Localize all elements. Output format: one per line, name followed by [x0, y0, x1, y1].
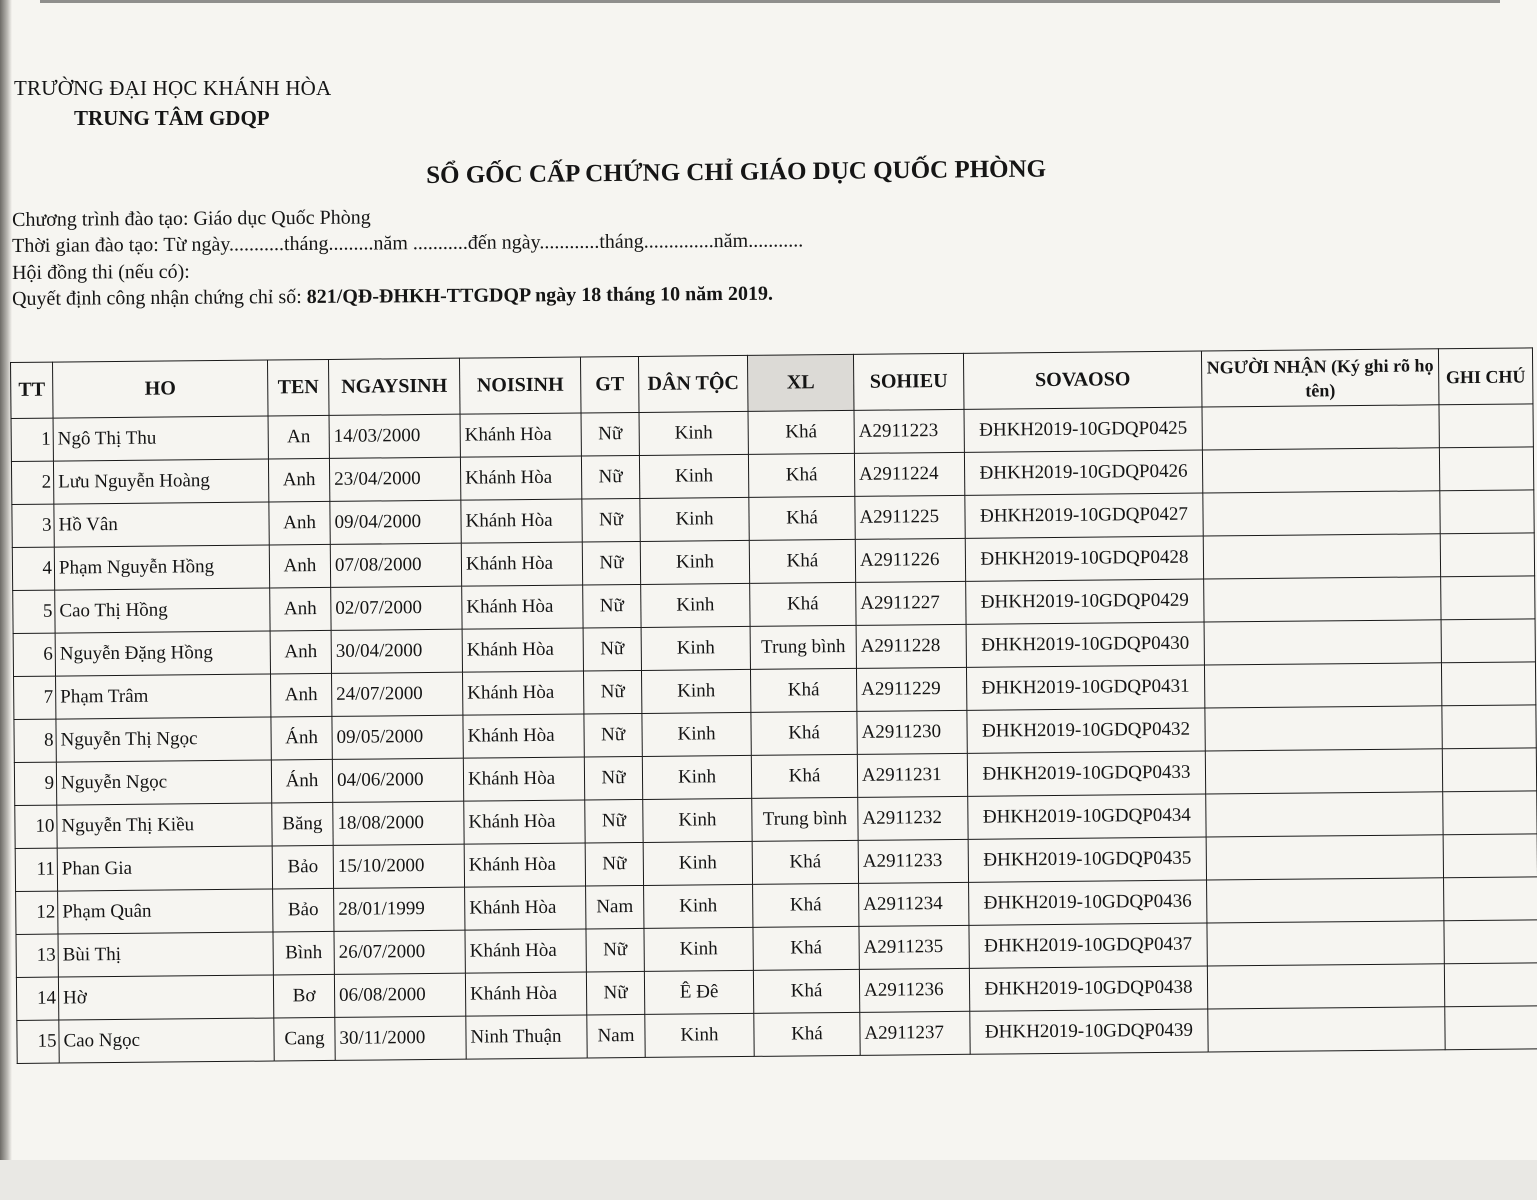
cell-tt: 11	[15, 848, 57, 891]
cell-ngaysinh: 30/04/2000	[331, 629, 462, 673]
cell-noisinh: Khánh Hòa	[462, 585, 583, 629]
training-time-line: Thời gian đào tạo: Từ ngày...........tháng.........năm ...........đến ngày............tháng..............năm...........	[12, 229, 804, 257]
header-sohieu: SOHIEU	[853, 353, 964, 410]
cell-ho: Nguyễn Ngọc	[56, 760, 271, 805]
cell-tt: 7	[14, 676, 56, 719]
cell-xl: Trung bình	[750, 625, 856, 669]
cell-dantoc: Kinh	[644, 884, 753, 928]
cell-tt: 9	[14, 762, 56, 805]
cell-xl: Khá	[752, 840, 858, 884]
cell-tt: 8	[14, 719, 56, 762]
header-ho: HO	[53, 360, 269, 418]
table-body	[11, 404, 1537, 1064]
cell-nguoinhan	[1205, 749, 1442, 794]
cell-sohieu: A2911233	[858, 839, 968, 883]
cell-nguoinhan	[1202, 405, 1439, 450]
cell-nguoinhan	[1207, 964, 1444, 1009]
document-title: SỔ GỐC CẤP CHỨNG CHỈ GIÁO DỤC QUỐC PHÒNG	[426, 155, 1047, 189]
cell-xl: Khá	[751, 711, 857, 755]
cell-noisinh: Khánh Hòa	[465, 886, 586, 930]
cell-xl: Trung bình	[752, 797, 858, 841]
cell-dantoc: Kinh	[642, 712, 751, 756]
cell-ten: Bảo	[273, 888, 334, 932]
cell-xl: Khá	[750, 668, 856, 712]
cell-nguoinhan	[1206, 835, 1443, 880]
certificate-table-wrapper	[10, 347, 1537, 1064]
decision-line	[12, 283, 773, 311]
cell-tt: 10	[15, 805, 57, 848]
cell-ghichu	[1442, 705, 1536, 749]
exam-council-line: Hội đồng thi (nếu có):	[12, 260, 190, 284]
header-xl: XL	[747, 354, 854, 411]
cell-ten: Bơ	[273, 974, 334, 1018]
institution-name: TRƯỜNG ĐẠI HỌC KHÁNH HÒA	[14, 76, 332, 100]
cell-ho: Phạm Trâm	[56, 674, 271, 719]
cell-noisinh: Khánh Hòa	[463, 714, 584, 758]
cell-gt: Nữ	[585, 799, 643, 843]
cell-dantoc: Kinh	[644, 927, 753, 971]
cell-ngaysinh: 06/08/2000	[334, 973, 465, 1017]
cell-xl: Khá	[753, 883, 859, 927]
cell-noisinh: Khánh Hòa	[460, 413, 581, 457]
cell-nguoinhan	[1206, 792, 1443, 837]
cell-tt: 4	[12, 547, 54, 590]
cell-sohieu: A2911225	[855, 495, 965, 539]
cell-gt: Nữ	[584, 713, 642, 757]
cell-ghichu	[1439, 447, 1533, 491]
cell-ngaysinh: 15/10/2000	[333, 844, 464, 888]
cell-sohieu: A2911237	[860, 1011, 970, 1055]
cell-dantoc: Kinh	[641, 583, 750, 627]
cell-ten: Anh	[270, 630, 331, 674]
header-sovaoso: SOVAOSO	[963, 351, 1202, 409]
cell-ghichu	[1445, 1006, 1537, 1050]
cell-ghichu	[1442, 748, 1536, 792]
cell-tt: 2	[11, 461, 53, 504]
cell-gt: Nữ	[584, 756, 642, 800]
cell-ghichu	[1441, 662, 1535, 706]
cell-tt: 3	[12, 504, 54, 547]
header-tt: TT	[11, 362, 54, 418]
cell-nguoinhan	[1203, 491, 1440, 536]
cell-gt: Nữ	[585, 842, 643, 886]
cell-sohieu: A2911228	[856, 624, 966, 668]
cell-sovaoso: ĐHKH2019-10GDQP0428	[965, 536, 1203, 581]
cell-nguoinhan	[1202, 448, 1439, 493]
cell-ngaysinh: 09/04/2000	[330, 500, 461, 544]
cell-ngaysinh: 07/08/2000	[330, 543, 461, 587]
cell-ho: Cao Thị Hồng	[55, 588, 270, 633]
cell-ngaysinh: 04/06/2000	[332, 758, 463, 802]
cell-sohieu: A2911235	[859, 925, 969, 969]
cell-ngaysinh: 24/07/2000	[332, 672, 463, 716]
cell-ho: Cao Ngọc	[59, 1018, 274, 1063]
cell-dantoc: Kinh	[641, 669, 750, 713]
program-label: Chương trình đào tạo:	[12, 207, 189, 231]
center-name: TRUNG TÂM GDQP	[74, 106, 270, 130]
cell-sovaoso: ĐHKH2019-10GDQP0433	[967, 751, 1205, 796]
cell-sovaoso: ĐHKH2019-10GDQP0439	[970, 1009, 1208, 1054]
cell-dantoc: Kinh	[639, 454, 748, 498]
header-noisinh: NOISINH	[459, 357, 581, 414]
cell-ho: Ngô Thị Thu	[53, 416, 268, 461]
cell-ghichu	[1443, 791, 1537, 835]
cell-gt: Nữ	[583, 670, 641, 714]
cell-ghichu	[1444, 877, 1537, 921]
cell-ngaysinh: 02/07/2000	[331, 586, 462, 630]
cell-sohieu: A2911224	[854, 452, 964, 496]
cell-gt: Nữ	[582, 541, 640, 585]
cell-ten: Anh	[270, 587, 331, 631]
cell-ngaysinh: 18/08/2000	[333, 801, 464, 845]
cell-xl: Khá	[748, 410, 854, 454]
cell-gt: Nam	[586, 885, 644, 929]
cell-gt: Nữ	[583, 584, 641, 628]
cell-gt: Nữ	[586, 928, 644, 972]
cell-ghichu	[1441, 619, 1535, 663]
cell-dantoc: Kinh	[640, 540, 749, 584]
cell-nguoinhan	[1205, 706, 1442, 751]
cell-ngaysinh: 28/01/1999	[334, 887, 465, 931]
cell-ngaysinh: 09/05/2000	[332, 715, 463, 759]
cell-ho: Phan Gia	[57, 846, 272, 891]
cell-noisinh: Khánh Hòa	[462, 671, 583, 715]
cell-ghichu	[1439, 404, 1533, 448]
cell-ngaysinh: 26/07/2000	[334, 930, 465, 974]
cell-sohieu: A2911230	[857, 710, 967, 754]
cell-tt: 13	[16, 934, 58, 977]
cell-nguoinhan	[1208, 1007, 1445, 1052]
cell-noisinh: Khánh Hòa	[464, 843, 585, 887]
program-value: Giáo dục Quốc Phòng	[193, 206, 371, 230]
cell-xl: Khá	[751, 754, 857, 798]
cell-gt: Nữ	[583, 627, 641, 671]
cell-sovaoso: ĐHKH2019-10GDQP0432	[967, 708, 1205, 753]
cell-sohieu: A2911227	[856, 581, 966, 625]
cell-ten: Bảo	[272, 845, 333, 889]
certificate-register-table	[10, 347, 1537, 1064]
page-bottom-margin	[0, 1160, 1537, 1200]
cell-dantoc: Kinh	[643, 798, 752, 842]
cell-xl: Khá	[750, 582, 856, 626]
cell-sovaoso: ĐHKH2019-10GDQP0435	[968, 837, 1206, 882]
cell-nguoinhan	[1207, 921, 1444, 966]
cell-gt: Nam	[587, 1014, 645, 1058]
cell-tt: 5	[13, 590, 55, 633]
header-gt: GT	[580, 356, 639, 413]
cell-ten: Bình	[273, 931, 334, 975]
cell-ten: An	[268, 415, 329, 459]
cell-tt: 6	[13, 633, 55, 676]
cell-sovaoso: ĐHKH2019-10GDQP0436	[969, 880, 1207, 925]
cell-sohieu: A2911223	[854, 409, 964, 453]
cell-dantoc: Kinh	[639, 411, 748, 455]
cell-ten: Cang	[274, 1017, 335, 1061]
cell-nguoinhan	[1207, 878, 1444, 923]
cell-ho: Bùi Thị	[58, 932, 273, 977]
program-line	[12, 206, 371, 232]
cell-ho: Hồ Vân	[54, 502, 269, 547]
cell-sohieu: A2911229	[856, 667, 966, 711]
cell-xl: Khá	[754, 1012, 860, 1056]
cell-sovaoso: ĐHKH2019-10GDQP0430	[966, 622, 1204, 667]
cell-noisinh: Khánh Hòa	[461, 499, 582, 543]
cell-sovaoso: ĐHKH2019-10GDQP0431	[966, 665, 1204, 710]
cell-ten: Anh	[269, 544, 330, 588]
cell-nguoinhan	[1204, 577, 1441, 622]
cell-sovaoso: ĐHKH2019-10GDQP0427	[965, 493, 1203, 538]
cell-ten: Anh	[268, 458, 329, 502]
cell-ho: Phạm Nguyễn Hồng	[54, 545, 269, 590]
cell-ghichu	[1440, 490, 1534, 534]
cell-sovaoso: ĐHKH2019-10GDQP0437	[969, 923, 1207, 968]
decision-label: Quyết định công nhận chứng chỉ số:	[12, 285, 302, 310]
header-ten: TEN	[267, 359, 329, 416]
cell-ho: Nguyễn Thị Ngọc	[56, 717, 271, 762]
cell-nguoinhan	[1204, 620, 1441, 665]
cell-xl: Khá	[748, 453, 854, 497]
cell-sohieu: A2911234	[859, 882, 969, 926]
cell-ho: Phạm Quân	[58, 889, 273, 934]
cell-noisinh: Khánh Hòa	[465, 929, 586, 973]
cell-noisinh: Khánh Hòa	[465, 972, 586, 1016]
cell-noisinh: Khánh Hòa	[461, 542, 582, 586]
cell-ten: Ánh	[271, 759, 332, 803]
cell-gt: Nữ	[582, 498, 640, 542]
header-dantoc: DÂN TỘC	[638, 355, 748, 412]
cell-noisinh: Khánh Hòa	[462, 628, 583, 672]
cell-tt: 15	[17, 1020, 59, 1063]
cell-noisinh: Khánh Hòa	[464, 800, 585, 844]
cell-ten: Ánh	[271, 716, 332, 760]
cell-ho: Lưu Nguyễn Hoàng	[53, 459, 268, 504]
cell-ngaysinh: 30/11/2000	[335, 1016, 466, 1060]
cell-ghichu	[1441, 576, 1535, 620]
cell-noisinh: Khánh Hòa	[463, 757, 584, 801]
cell-sovaoso: ĐHKH2019-10GDQP0438	[969, 966, 1207, 1011]
cell-ngaysinh: 23/04/2000	[329, 457, 460, 501]
cell-ten: Anh	[271, 673, 332, 717]
cell-sovaoso: ĐHKH2019-10GDQP0426	[964, 450, 1202, 495]
cell-ten: Băng	[272, 802, 333, 846]
cell-ngaysinh: 14/03/2000	[329, 414, 460, 458]
cell-xl: Khá	[749, 539, 855, 583]
cell-dantoc: Kinh	[642, 755, 751, 799]
cell-sohieu: A2911236	[859, 968, 969, 1012]
cell-gt: Nữ	[581, 412, 639, 456]
header-ngaysinh: NGAYSINH	[328, 358, 460, 415]
cell-ghichu	[1444, 963, 1537, 1007]
cell-dantoc: Kinh	[641, 626, 750, 670]
decision-value: 821/QĐ-ĐHKH-TTGDQP ngày 18 tháng 10 năm 2019.	[306, 282, 773, 308]
cell-sohieu: A2911232	[858, 796, 968, 840]
cell-sohieu: A2911231	[857, 753, 967, 797]
cell-nguoinhan	[1204, 663, 1441, 708]
cell-gt: Nữ	[581, 455, 639, 499]
cell-dantoc: Ê Đê	[644, 970, 753, 1014]
cell-sovaoso: ĐHKH2019-10GDQP0429	[966, 579, 1204, 624]
cell-sovaoso: ĐHKH2019-10GDQP0434	[968, 794, 1206, 839]
cell-ghichu	[1443, 834, 1537, 878]
header-nguoinhan: NGƯỜI NHẬN (Ký ghi rõ họ tên)	[1201, 349, 1439, 407]
cell-sovaoso: ĐHKH2019-10GDQP0425	[964, 407, 1202, 452]
cell-tt: 1	[11, 418, 53, 461]
cell-nguoinhan	[1203, 534, 1440, 579]
page-top-edge	[40, 0, 1500, 3]
cell-dantoc: Kinh	[645, 1013, 754, 1057]
cell-xl: Khá	[749, 496, 855, 540]
cell-xl: Khá	[753, 926, 859, 970]
cell-noisinh: Ninh Thuận	[466, 1015, 587, 1059]
cell-ghichu	[1444, 920, 1537, 964]
cell-ho: Nguyễn Đặng Hồng	[55, 631, 270, 676]
cell-noisinh: Khánh Hòa	[460, 456, 581, 500]
cell-xl: Khá	[753, 969, 859, 1013]
cell-ho: Nguyễn Thị Kiều	[57, 803, 272, 848]
header-ghichu: GHI CHÚ	[1438, 348, 1533, 405]
cell-tt: 12	[16, 891, 58, 934]
cell-tt: 14	[16, 977, 58, 1020]
cell-ghichu	[1440, 533, 1534, 577]
cell-dantoc: Kinh	[643, 841, 752, 885]
cell-sohieu: A2911226	[855, 538, 965, 582]
cell-dantoc: Kinh	[640, 497, 749, 541]
cell-ten: Anh	[269, 501, 330, 545]
cell-gt: Nữ	[586, 971, 644, 1015]
cell-ho: Hờ	[58, 975, 273, 1020]
page-binding-shadow	[0, 0, 12, 1160]
